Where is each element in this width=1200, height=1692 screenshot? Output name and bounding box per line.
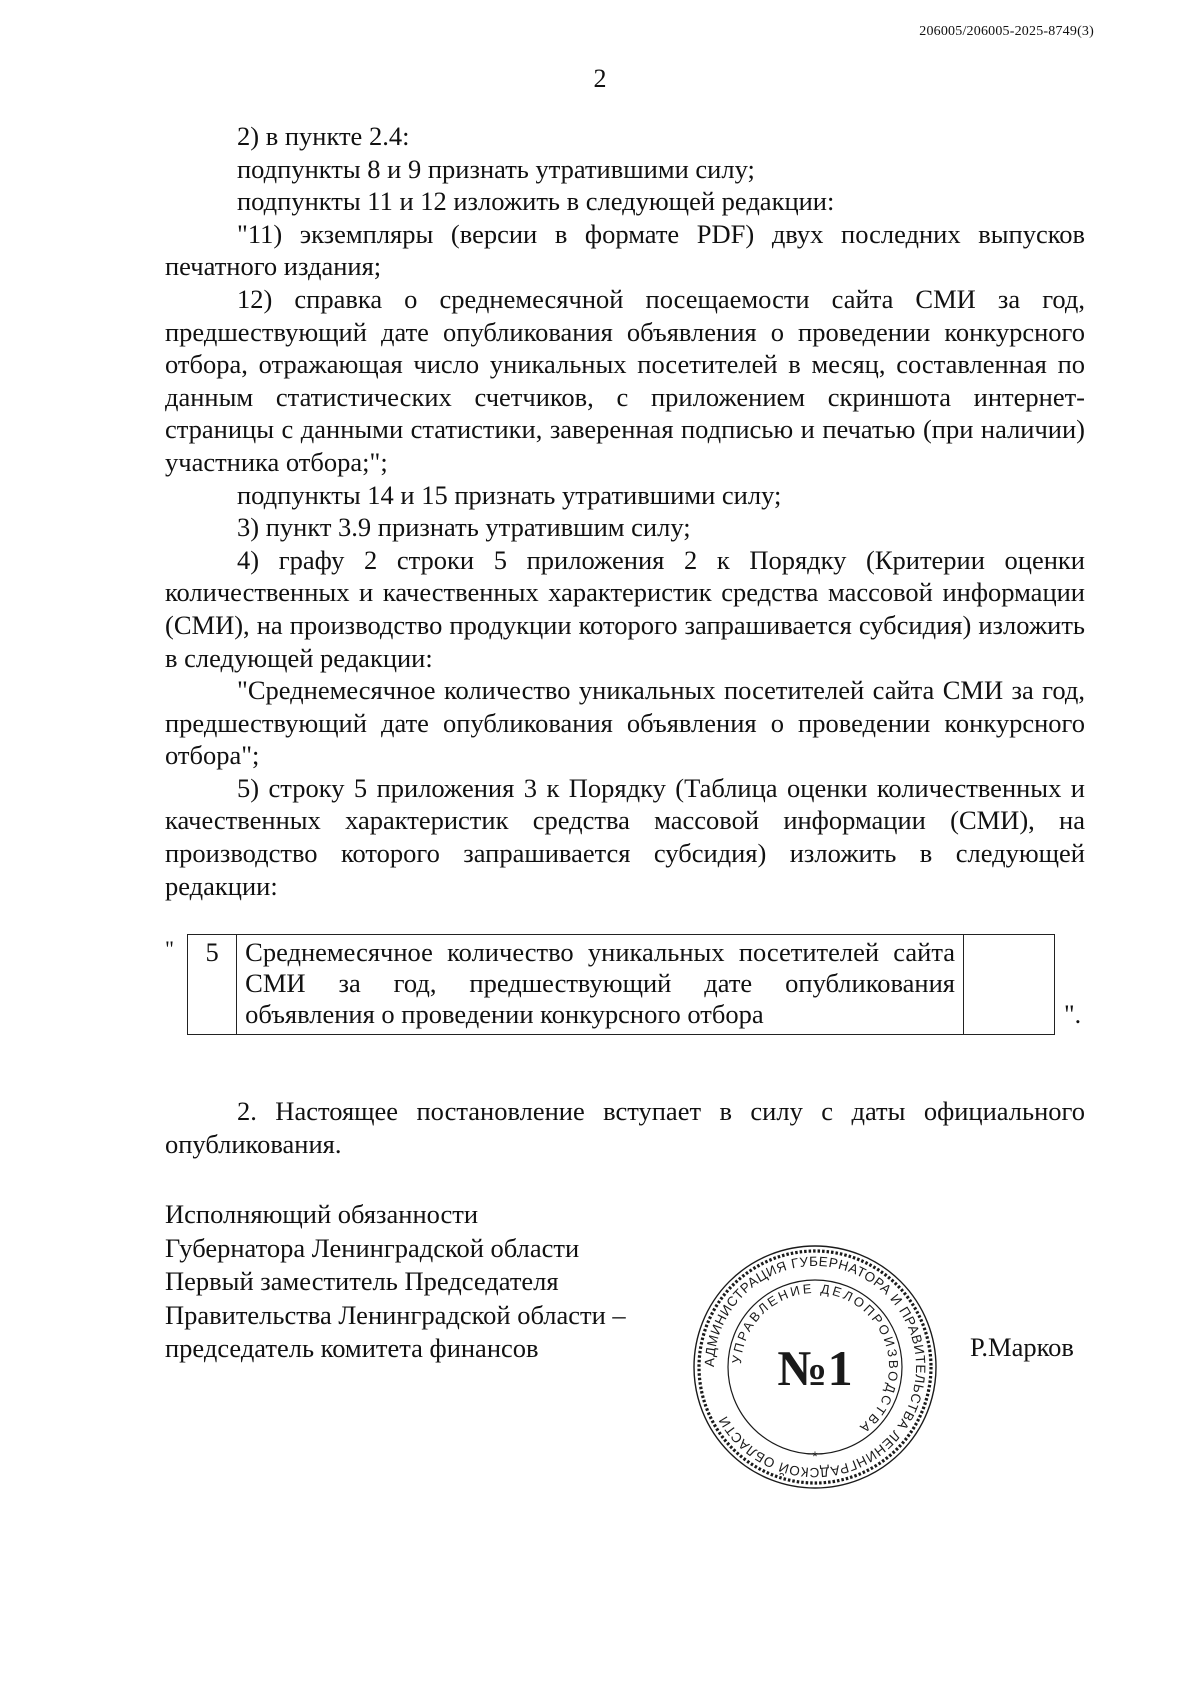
signer-title-line-5: председатель комитета финансов [165, 1333, 539, 1363]
table-row-value [963, 935, 1054, 1035]
document-body [165, 120, 1085, 902]
table-close-quote: ". [1064, 1000, 1082, 1029]
paragraph-effective-date: 2. Настоящее постановление вступает в силу с даты официального опубликования. [165, 1095, 1085, 1159]
signature-block [165, 1198, 626, 1366]
amendment-table-block [160, 934, 1090, 1034]
table-row-text: Среднемесячное количество уникальных посетителей сайта СМИ за год, предшествующий дате опубликования объявления о проведении конкурсного отбора [237, 935, 964, 1035]
table-row [188, 935, 1055, 1035]
signer-title-line-4: Правительства Ленинградской области – [165, 1299, 626, 1330]
paragraph-clause-2: 2) в пункте 2.4: [237, 121, 410, 151]
seal-number: №1 [777, 1340, 853, 1396]
seal-star-icon: * [812, 1448, 818, 1464]
paragraph-subclause-12-text: 12) справка о среднемесячной посещаемости сайта СМИ за год, предшествующий дате опубликования объявления о проведении конкурсного отбора, отражающая число уникальных посетителей в месяц, составленная по данным статистических счетчиков, с приложением скриншота интернет-страницы с данными статистики, заверенная подписью и печатью (при наличии) участника отбора;"; [165, 283, 1085, 477]
paragraph-subclauses-11-12: подпункты 11 и 12 изложить в следующей редакции: [237, 186, 835, 217]
page-number: 2 [593, 64, 607, 93]
seal-graphic [690, 1242, 940, 1492]
paragraph-subclauses-14-15: подпункты 14 и 15 признать утратившими силу; [237, 479, 782, 510]
svg-text:АДМИНИСТРАЦИЯ ГУБЕРНАТОРА И ПР: АДМИНИСТРАЦИЯ ГУБЕРНАТОРА И ПРАВИТЕЛЬСТВА ЛЕНИНГРАДСКОЙ ОБЛАСТИ [701, 1253, 929, 1481]
table-open-quote: " [165, 936, 174, 961]
paragraph-clause-3: 3) пункт 3.9 признать утратившим силу; [237, 512, 691, 543]
amendment-table [187, 934, 1055, 1035]
table-row-number: 5 [188, 935, 237, 1035]
paragraph-subclause-11-text: "11) экземпляры (версии в формате PDF) двух последних выпусков печатного издания; [165, 218, 1085, 282]
paragraph-clause-5: 5) строку 5 приложения 3 к Порядку (Таблица оценки количественных и качественных характеристик средства массовой информации (СМИ), на производство которого запрашивается субсидия) изложить в следующей редакции: [165, 772, 1085, 901]
paragraph-clause-4-quote: "Среднемесячное количество уникальных посетителей сайта СМИ за год, предшествующий дате опубликования объявления о проведении конкурсного отбора"; [165, 675, 1085, 771]
paragraph-subclauses-8-9: подпункты 8 и 9 признать утратившими силу; [237, 153, 755, 184]
paragraph-clause-4: 4) графу 2 строки 5 приложения 2 к Порядку (Критерии оценки количественных и качественных характеристик средства массовой информации (СМИ), на производство продукции которого запрашивается субсидия) изложить в следующей редакции: [165, 544, 1085, 673]
signer-title-line-1: Исполняющий обязанности [165, 1199, 479, 1229]
signer-title-line-3: Первый заместитель Председателя [165, 1266, 559, 1296]
svg-text:УПРАВЛЕНИЕ ДЕЛОПРОИЗВОДСТВА: УПРАВЛЕНИЕ ДЕЛОПРОИЗВОДСТВА [728, 1280, 902, 1438]
document-number: 206005/206005-2025-8749(3) [919, 24, 1094, 39]
official-seal-stamp [690, 1242, 940, 1492]
signer-name: Р.Марков [970, 1332, 1074, 1362]
signer-title-line-2: Губернатора Ленинградской области [165, 1232, 580, 1263]
